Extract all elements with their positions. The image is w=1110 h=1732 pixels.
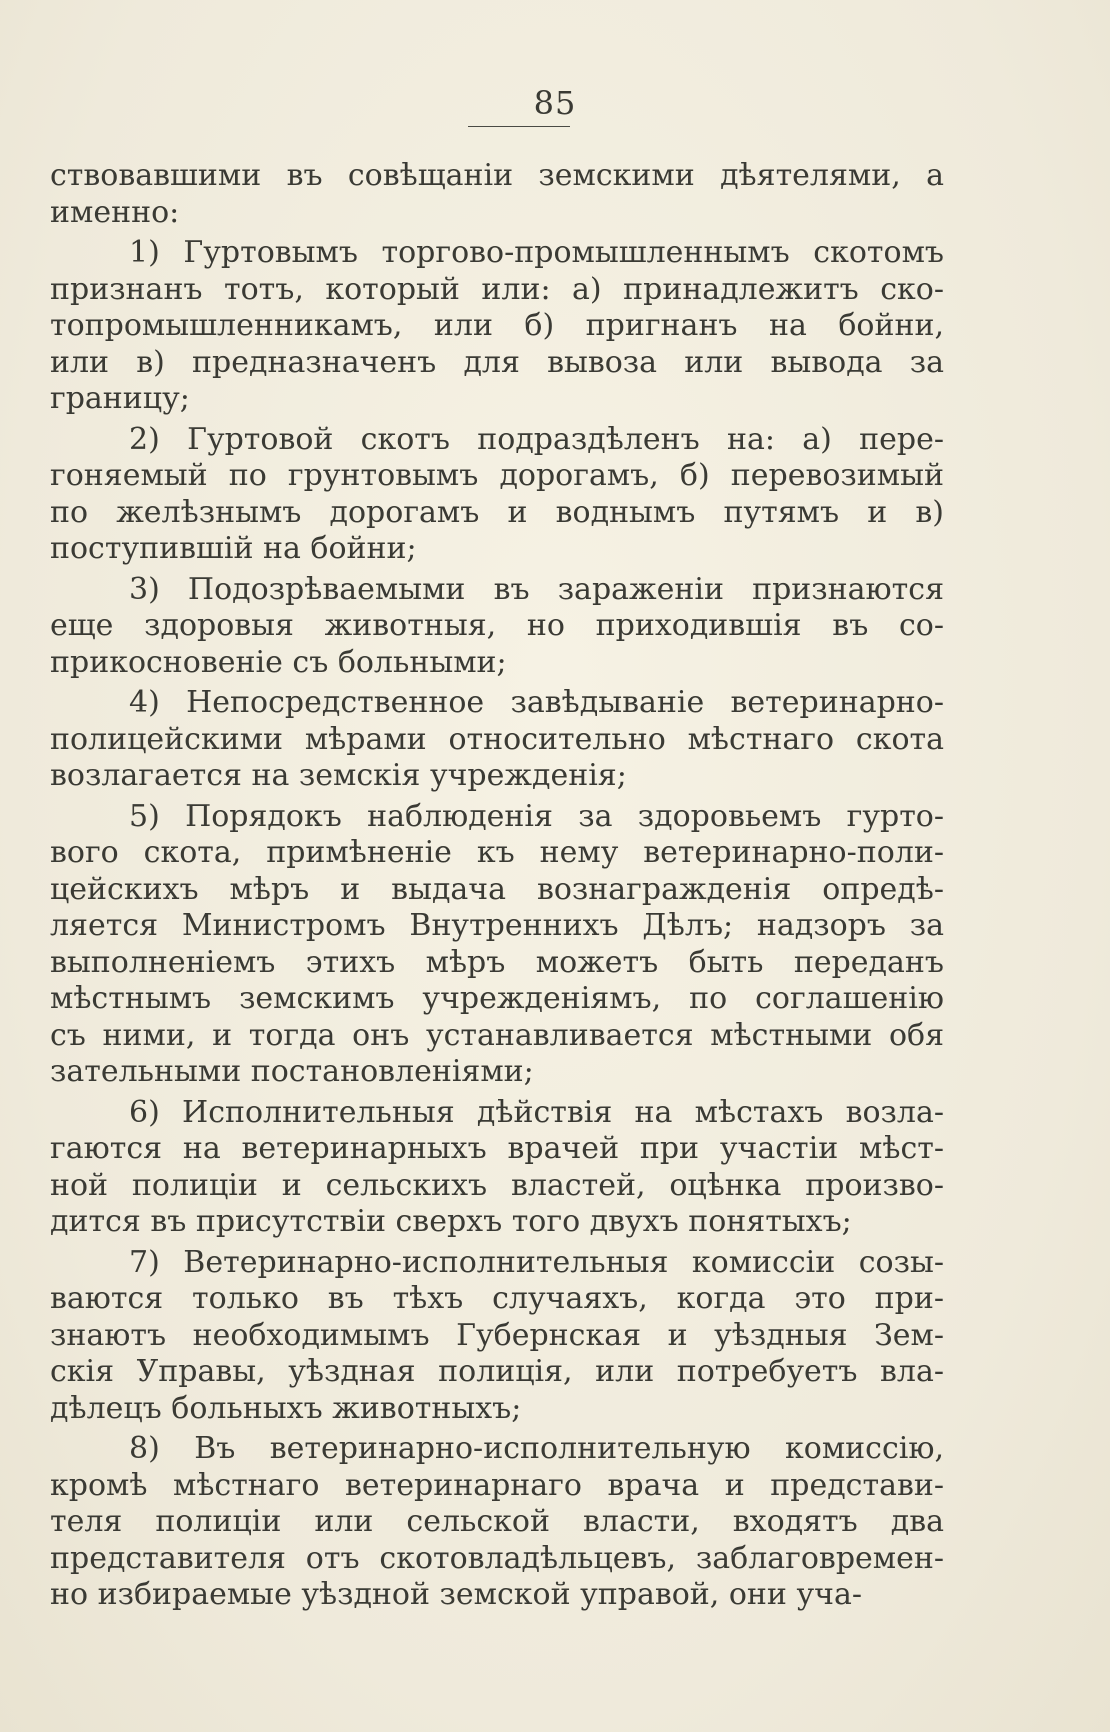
page-number: 85 xyxy=(533,84,577,122)
paragraph xyxy=(50,158,944,231)
page-number-rule xyxy=(468,126,570,127)
text-line: прикосновеніе съ больными; xyxy=(50,644,507,680)
text-line: признанъ тотъ, который или: а) принадлежитъ ско- xyxy=(50,271,944,307)
text-line: вого скота, примѣненіе къ нему ветеринарно-поли- xyxy=(50,835,944,870)
text-line: 1) Гуртовымъ торгово-промышленнымъ скотомъ xyxy=(129,235,944,270)
text-line: 5) Порядокъ наблюденія за здоровьемъ гурто- xyxy=(129,798,944,834)
paragraph xyxy=(50,422,944,568)
text-line: по желѣзнымъ дорогамъ и воднымъ путямъ и в) xyxy=(50,494,944,530)
paragraph xyxy=(50,799,944,1091)
text-line: 3) Подозрѣваемыми въ зараженіи признаются xyxy=(129,571,944,607)
text-line: поступившій на бойни; xyxy=(50,531,417,566)
text-line: границу; xyxy=(50,381,190,416)
text-line: теля полиціи или сельской власти, входятъ два xyxy=(50,1504,944,1539)
text-line: скія Управы, уѣздная полиція, или потребуетъ вла- xyxy=(50,1354,944,1389)
text-line: ствовавшими въ совѣщаніи земскими дѣятелями, а xyxy=(50,158,944,193)
text-line: ной полиціи и сельскихъ властей, оцѣнка произво- xyxy=(50,1167,944,1203)
text-line: дѣлецъ больныхъ животныхъ; xyxy=(50,1390,522,1426)
text-line: кромѣ мѣстнаго ветеринарнаго врача и представи- xyxy=(50,1467,944,1503)
text-line: ляется Министромъ Внутреннихъ Дѣлъ; надзоръ за xyxy=(50,908,944,943)
text-line: мѣстнымъ земскимъ учрежденіямъ, по соглашенію xyxy=(50,981,944,1016)
text-line: 7) Ветеринарно-исполнительныя комиссіи созы- xyxy=(129,1244,944,1280)
text-line: знаютъ необходимымъ Губернская и уѣздныя Зем- xyxy=(50,1317,944,1353)
text-line: выполненіемъ этихъ мѣръ можетъ быть переданъ xyxy=(50,944,944,980)
paragraph xyxy=(50,1095,944,1241)
text-line: возлагается на земскія учрежденія; xyxy=(50,758,627,793)
text-line: 2) Гуртовой скотъ подраздѣленъ на: а) пере- xyxy=(129,421,944,457)
text-line: 4) Непосредственное завѣдываніе ветеринарно- xyxy=(129,685,944,720)
text-line: ваются только въ тѣхъ случаяхъ, когда это при- xyxy=(50,1281,944,1316)
text-line: 6) Исполнительныя дѣйствія на мѣстахъ возла- xyxy=(129,1094,944,1130)
paragraph xyxy=(50,1245,944,1428)
text-line: полицейскими мѣрами относительно мѣстнаго скота xyxy=(50,721,944,757)
text-line: цейскихъ мѣръ и выдача вознагражденія опредѣ- xyxy=(50,871,944,907)
text-line: но избираемые уѣздной земской управой, они уча- xyxy=(50,1577,862,1612)
text-line: 8) Въ ветеринарно-исполнительную комиссію, xyxy=(129,1431,944,1466)
body-text xyxy=(50,158,944,1614)
text-line: зательными постановленіями; xyxy=(50,1054,534,1089)
text-line: именно: xyxy=(50,194,180,230)
text-line: дится въ присутствіи сверхъ того двухъ понятыхъ; xyxy=(50,1204,852,1239)
paragraph xyxy=(50,1431,944,1614)
paragraph xyxy=(50,572,944,682)
text-line: гаются на ветеринарныхъ врачей при участіи мѣст- xyxy=(50,1131,944,1166)
paragraph xyxy=(50,685,944,795)
text-line: или в) предназначенъ для вывоза или вывода за xyxy=(50,344,944,380)
text-line: топромышленникамъ, или б) пригнанъ на бойни, xyxy=(50,308,944,343)
paragraph xyxy=(50,235,944,418)
text-line: съ ними, и тогда онъ устанавливается мѣстными обя xyxy=(50,1017,944,1053)
text-line: представителя отъ скотовладѣльцевъ, заблаговремен- xyxy=(50,1540,944,1576)
text-line: еще здоровыя животныя, но приходившія въ со- xyxy=(50,608,944,643)
text-line: гоняемый по грунтовымъ дорогамъ, б) перевозимый xyxy=(50,458,944,493)
